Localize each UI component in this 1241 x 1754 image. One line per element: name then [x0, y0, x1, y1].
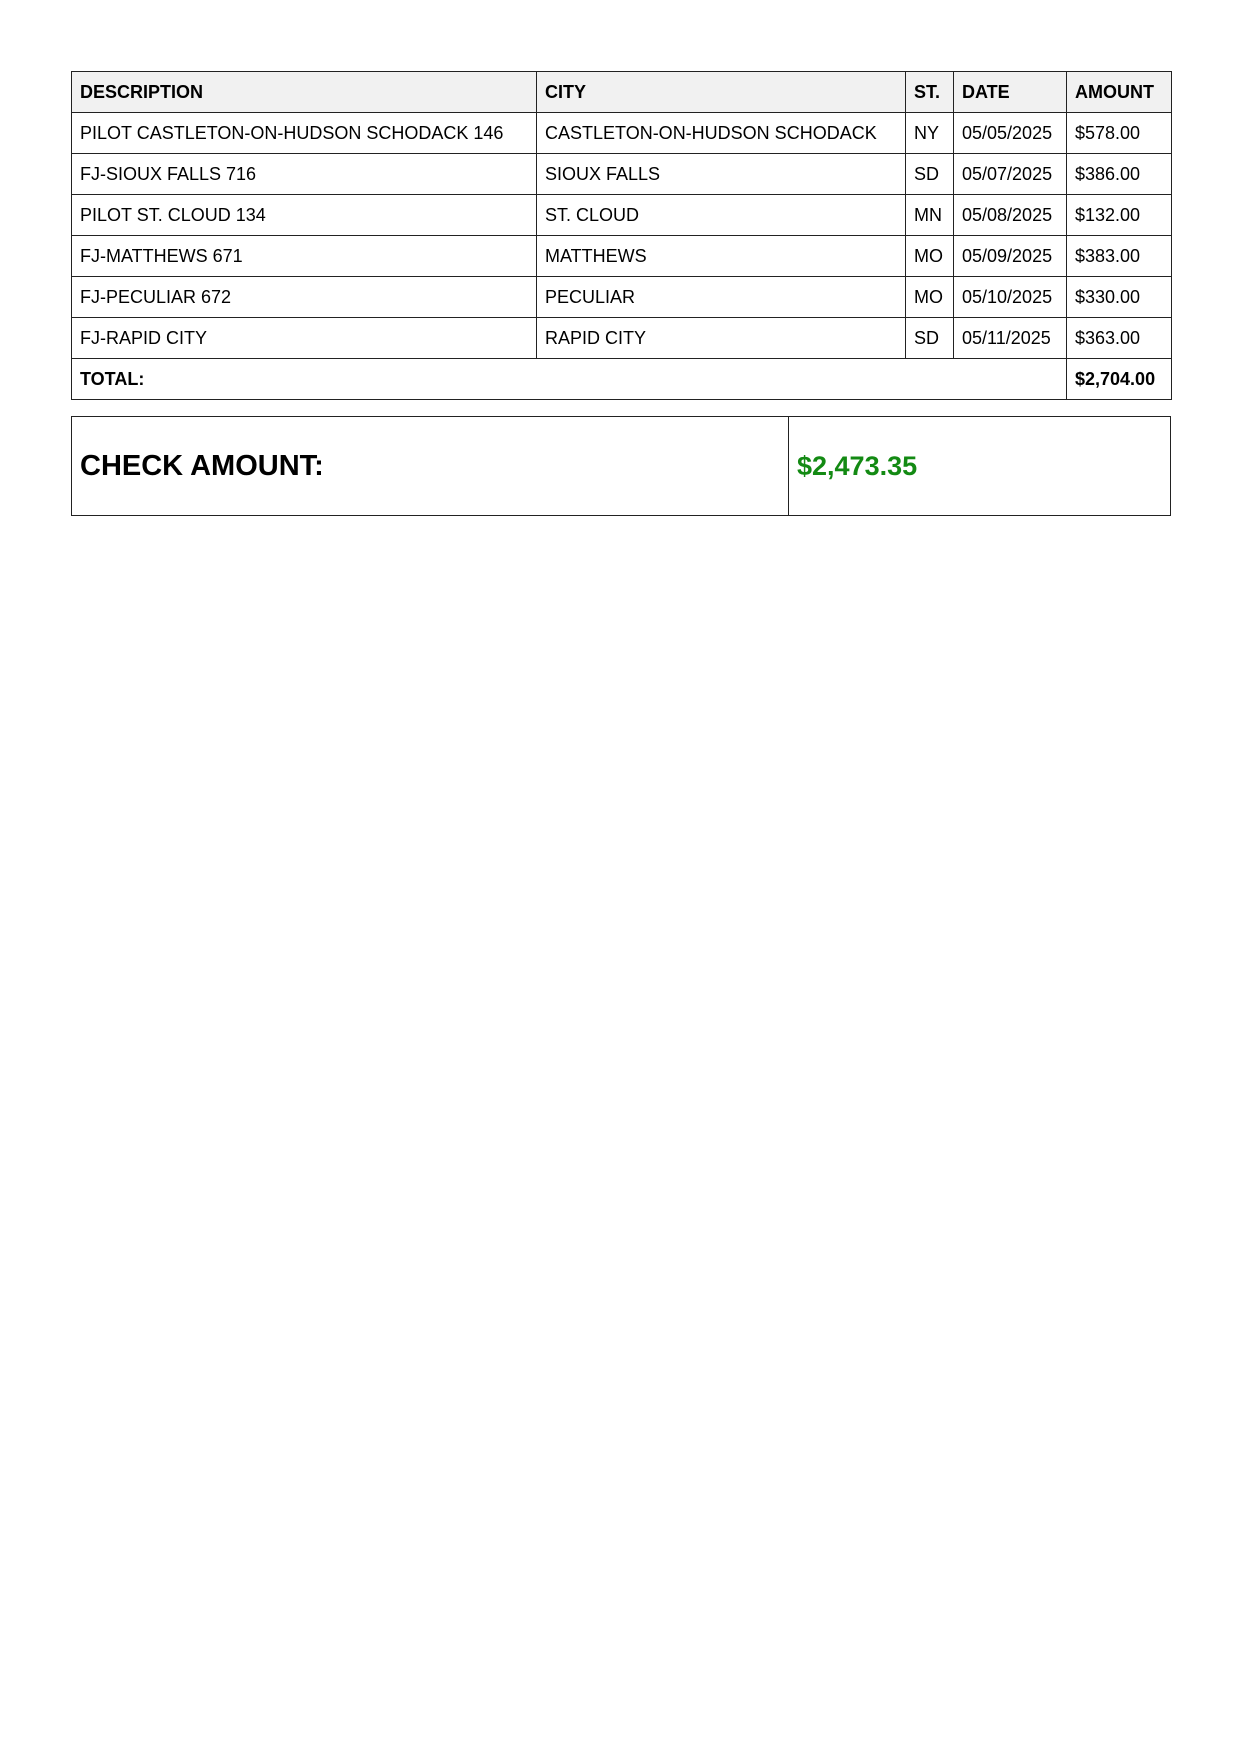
cell-description: PILOT ST. CLOUD 134: [72, 195, 537, 236]
table-row: [72, 195, 1172, 236]
cell-state: SD: [906, 318, 954, 359]
cell-amount: $363.00: [1067, 318, 1172, 359]
cell-amount: $578.00: [1067, 113, 1172, 154]
cell-description: FJ-MATTHEWS 671: [72, 236, 537, 277]
table-row: [72, 318, 1172, 359]
cell-date: 05/09/2025: [954, 236, 1067, 277]
total-value: $2,704.00: [1067, 359, 1172, 400]
cell-date: 05/08/2025: [954, 195, 1067, 236]
header-date: DATE: [954, 72, 1067, 113]
cell-city: SIOUX FALLS: [537, 154, 906, 195]
total-label: TOTAL:: [72, 359, 1067, 400]
check-amount-box: [71, 416, 1171, 516]
header-state: ST.: [906, 72, 954, 113]
cell-description: FJ-SIOUX FALLS 716: [72, 154, 537, 195]
table-row: [72, 113, 1172, 154]
table-header-row: [72, 72, 1172, 113]
header-amount: AMOUNT: [1067, 72, 1172, 113]
header-city: CITY: [537, 72, 906, 113]
cell-city: MATTHEWS: [537, 236, 906, 277]
cell-date: 05/11/2025: [954, 318, 1067, 359]
cell-date: 05/05/2025: [954, 113, 1067, 154]
check-amount-value: $2,473.35: [797, 450, 918, 481]
cell-amount: $383.00: [1067, 236, 1172, 277]
total-row: [72, 359, 1172, 400]
cell-city: CASTLETON-ON-HUDSON SCHODACK: [537, 113, 906, 154]
cell-description: PILOT CASTLETON-ON-HUDSON SCHODACK 146: [72, 113, 537, 154]
cell-amount: $132.00: [1067, 195, 1172, 236]
cell-state: MN: [906, 195, 954, 236]
cell-city: PECULIAR: [537, 277, 906, 318]
table-row: [72, 236, 1172, 277]
cell-description: FJ-PECULIAR 672: [72, 277, 537, 318]
cell-city: ST. CLOUD: [537, 195, 906, 236]
cell-city: RAPID CITY: [537, 318, 906, 359]
table-row: [72, 154, 1172, 195]
cell-amount: $386.00: [1067, 154, 1172, 195]
cell-description: FJ-RAPID CITY: [72, 318, 537, 359]
cell-date: 05/07/2025: [954, 154, 1067, 195]
cell-state: MO: [906, 277, 954, 318]
cell-state: SD: [906, 154, 954, 195]
transactions-table: [71, 71, 1172, 400]
cell-date: 05/10/2025: [954, 277, 1067, 318]
header-description: DESCRIPTION: [72, 72, 537, 113]
table-row: [72, 277, 1172, 318]
cell-amount: $330.00: [1067, 277, 1172, 318]
statement-page: [71, 71, 1171, 516]
cell-state: NY: [906, 113, 954, 154]
cell-state: MO: [906, 236, 954, 277]
check-amount-label: CHECK AMOUNT:: [72, 417, 789, 515]
